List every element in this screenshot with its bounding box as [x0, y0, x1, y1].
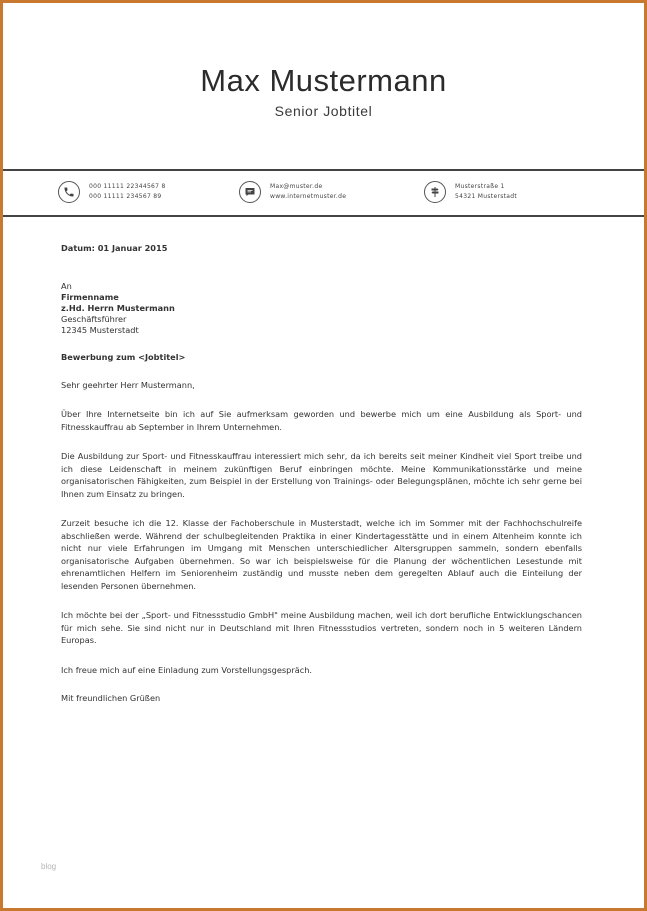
- letter-date: Datum: 01 Januar 2015: [61, 243, 168, 253]
- letter-salutation: Sehr geehrter Herr Mustermann,: [61, 380, 195, 390]
- street-line: Musterstraße 1: [455, 183, 505, 190]
- recipient-company: Firmenname: [61, 292, 119, 302]
- recipient-attention: z.Hd. Herrn Mustermann: [61, 303, 175, 313]
- paragraph-1: Über Ihre Internetseite bin ich auf Sie aufmerksam geworden und bewerbe mich um eine Ausbildung als Sport- und Fitnesskauffrau ab September in Ihrem Unternehmen.: [61, 409, 582, 432]
- paragraph-4: Ich möchte bei der „Sport- und Fitnessstudio GmbH" meine Ausbildung machen, weil ich dort berufliche Entwicklungschancen für mich sehe. Sie sind nicht nur in Deutschland mit Ihren Fitnessstudios vertreten, sondern noch in 5 weiteren Ländern Europas.: [61, 610, 582, 645]
- letter-body: [61, 243, 582, 704]
- phone-line-2: 000 11111 234567 89: [89, 193, 162, 200]
- contact-phone: [58, 181, 166, 203]
- paragraph-3: Zurzeit besuche ich die 12. Klasse der Fachoberschule in Musterstadt, welche ich im Sommer mit der Fachhochschulreife abschließen werde. Während der schulbegleitenden Praktika in einer Kindertagesstätte und in einem Altenheim konnte ich nicht nur viele Erfahrungen im Umgang mit Menschen unterschiedlicher Altersgruppen sammeln, sondern ebenfalls organisatorische Aufgaben übernehmen. So war ich beispielsweise für die Planung der wöchentlichen Lesestunde mit ehrenamtlichen Helfern im Seniorenheim zuständig und musste neben dem geregelten Ablauf auch die Einteilung der lesenden Personen übernehmen.: [61, 518, 582, 591]
- phone-line-1: 000 11111 22344567 8: [89, 183, 166, 190]
- applicant-jobtitle: Senior Jobtitel: [274, 103, 373, 119]
- recipient-an: An: [61, 281, 72, 291]
- applicant-name: Max Mustermann: [200, 63, 447, 98]
- recipient-city: 12345 Musterstadt: [61, 325, 139, 335]
- watermark-text: blog: [41, 862, 57, 871]
- letter-closing: Mit freundlichen Grüßen: [61, 693, 161, 703]
- phone-icon: [58, 181, 80, 203]
- paragraph-5: Ich freue mich auf eine Einladung zum Vorstellungsgespräch.: [61, 664, 313, 675]
- contact-address: [424, 181, 517, 203]
- contact-web: [239, 181, 346, 203]
- signpost-icon: [424, 181, 446, 203]
- city-line: 54321 Musterstadt: [455, 193, 518, 200]
- website-line: www.internetmuster.de: [270, 193, 347, 200]
- recipient-role: Geschäftsführer: [61, 314, 127, 324]
- paragraph-2: Die Ausbildung zur Sport- und Fitnesskauffrau interessiert mich sehr, da ich bereits seit meiner Kindheit viel Sport treibe und ich diese Leidenschaft in meinem zukünftigen Beruf einbringen möchte. Meine Kommunikationsstärke und meine organisatorischen Fähigkeiten, zum Beispiel in der Erstellung von Trainings- oder Belegungsplänen, möchte ich sehr gerne bei Ihnen zum Einsatz zu bringen.: [61, 451, 582, 499]
- header-divider-top: [3, 169, 644, 171]
- recipient-address: [61, 281, 582, 336]
- header-divider-bottom: [3, 215, 644, 217]
- email-line: Max@muster.de: [270, 183, 323, 190]
- letter-subject: Bewerbung zum <Jobtitel>: [61, 352, 186, 362]
- chat-icon: [239, 181, 261, 203]
